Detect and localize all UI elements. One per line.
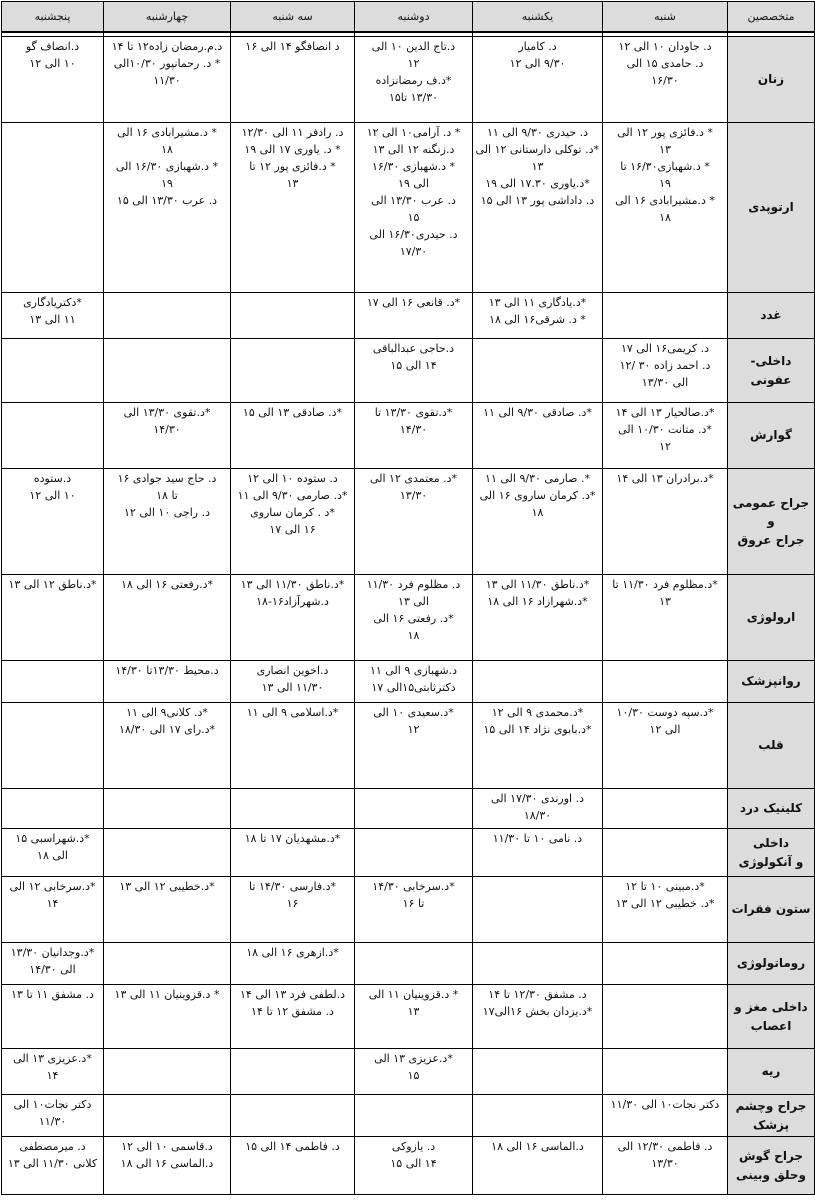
appointment-line: *د. معتمدی ۱۲ الی: [369, 472, 458, 485]
appointment-line: ۱۲: [407, 57, 420, 71]
schedule-body: [2, 32, 815, 1195]
appointment-line: *د.وجدانیان ۱۳/۳۰: [10, 946, 95, 959]
appointment-line: د.اخوین انصاری: [256, 664, 329, 677]
appointment-line: د. حامدی ۱۵ الی: [626, 57, 704, 71]
appointment-line: ۱۲: [407, 723, 420, 737]
appointment-line: ۱۳/۳۰: [651, 1157, 679, 1171]
specialty-name: داخلی- عفونی: [728, 339, 815, 403]
specialty-row: [2, 123, 815, 293]
specialty-row: [2, 339, 815, 403]
schedule-cell: [603, 661, 728, 703]
schedule-cell: [104, 403, 231, 469]
schedule-cell: [603, 829, 728, 877]
schedule-cell: [104, 1049, 231, 1095]
schedule-cell: [603, 293, 728, 339]
appointment-line: ۹/۳۰ الی ۱۲: [509, 57, 566, 71]
appointment-line: الی ۱۸: [37, 849, 68, 863]
appointment-line: د. میرمصطفی: [19, 1140, 86, 1153]
schedule-cell: [231, 943, 355, 985]
appointment-line: *د.عزیزی ۱۳ الی: [374, 1052, 453, 1065]
schedule-cell: [104, 1095, 231, 1137]
schedule-cell: [473, 1049, 603, 1095]
schedule-cell: [2, 403, 104, 469]
header-day: دوشنبه: [355, 2, 473, 33]
specialty-row: [2, 789, 815, 829]
specialty-row: [2, 1095, 815, 1137]
appointment-line: د. حیدری ۹/۳۰ الی ۱۱: [486, 126, 589, 139]
appointment-line: د. داداشی پور ۱۳ الی ۱۵: [480, 194, 595, 208]
schedule-cell: [603, 703, 728, 789]
appointment-line: *د. صارمی ۹/۳۰ الی ۱۱: [237, 489, 348, 503]
appointment-line: د. حاج سید جوادی ۱۶: [117, 472, 217, 485]
appointment-line: *د.یاوری ۱۷.۳۰ الی ۱۹: [485, 177, 590, 191]
appointment-line: * د.قزوینیان ۱۱ الی: [368, 988, 459, 1001]
appointment-line: د.ستوده: [33, 472, 72, 485]
schedule-cell: [2, 703, 104, 789]
appointment-line: د.محیط ۱۳/۳۰تا ۱۴/۳۰: [115, 664, 219, 677]
appointment-line: * د.مشیرابادی ۱۶ الی: [117, 126, 217, 139]
appointment-line: ۱۸: [659, 211, 671, 225]
appointment-line: د.الماسی ۱۶ الی ۱۸: [491, 1140, 584, 1153]
schedule-cell: [104, 1137, 231, 1195]
specialty-name: زنان: [728, 37, 815, 123]
appointment-line: *د.مبینی ۱۰ تا ۱۲: [625, 880, 705, 893]
appointment-line: *د . کرمان ساروی: [250, 506, 335, 520]
appointment-line: *د. صادقی ۱۳ الی ۱۵: [242, 406, 343, 419]
appointment-line: د.زنگنه ۱۲ الی ۱۳: [372, 143, 455, 157]
schedule-cell: [231, 293, 355, 339]
appointment-line: ۱۰ الی ۱۲: [29, 57, 76, 71]
schedule-cell: [473, 469, 603, 575]
schedule-cell: [473, 943, 603, 985]
schedule-cell: [104, 339, 231, 403]
appointment-line: *د.یزدان بخش ۱۶الی۱۷: [482, 1005, 593, 1019]
schedule-cell: [355, 661, 473, 703]
specialty-row: [2, 703, 815, 789]
appointment-line: د.م.رمضان زاده۱۲ تا ۱۴: [111, 40, 223, 53]
appointment-line: *د.ف رمضانزاده: [375, 74, 452, 88]
specialty-name: جراح عمومی و جراح عروق: [728, 469, 815, 575]
schedule-cell: [355, 339, 473, 403]
schedule-cell: [603, 789, 728, 829]
schedule-cell: [355, 1095, 473, 1137]
schedule-cell: [473, 575, 603, 661]
appointment-line: * د. رحمانپور ۱۰/۳۰الی: [113, 57, 221, 71]
specialty-name: داخلی و آنکولوژی: [728, 829, 815, 877]
schedule-cell: [473, 403, 603, 469]
appointment-line: ۱۴ الی ۱۵: [390, 1157, 437, 1171]
appointment-line: د. یازوکی: [391, 1140, 436, 1153]
schedule-cell: [2, 877, 104, 943]
appointment-line: *د.ناطق ۱۱/۳۰ الی ۱۳: [485, 578, 590, 591]
header-specialty: متخصصین: [728, 2, 815, 33]
header-row: [2, 2, 815, 33]
schedule-cell: [355, 829, 473, 877]
appointment-line: تا ۱۶: [402, 897, 425, 911]
schedule-cell: [473, 339, 603, 403]
schedule-cell: [104, 789, 231, 829]
appointment-line: * د.فائزی پور ۱۲ تا: [249, 160, 336, 174]
appointment-line: * د.شهبازی ۱۶/۳۰ الی: [115, 160, 219, 174]
appointment-line: ۱۳: [659, 595, 671, 609]
schedule-cell: [2, 37, 104, 123]
appointment-line: ۱۶: [286, 897, 299, 911]
schedule-cell: [355, 985, 473, 1049]
schedule-cell: [603, 1049, 728, 1095]
specialty-name: روماتولوژی: [728, 943, 815, 985]
appointment-line: د.شهرآزاد۱۶-۱۸: [256, 595, 329, 609]
appointment-line: * د.شهبازی۱۶/۳۰ تا: [620, 160, 710, 174]
appointment-line: د. مشفق ۱۲ تا ۱۴: [251, 1005, 334, 1019]
schedule-cell: [231, 789, 355, 829]
appointment-line: د. فاطمی ۱۴ الی ۱۵: [245, 1140, 340, 1153]
specialty-row: [2, 1049, 815, 1095]
schedule-cell: [2, 789, 104, 829]
appointment-line: *د. قانعی ۱۶ الی ۱۷: [366, 296, 461, 309]
specialty-name: گوارش: [728, 403, 815, 469]
schedule-cell: [473, 1095, 603, 1137]
appointment-line: *د.شهراسبی ۱۵: [15, 832, 90, 845]
schedule-cell: [104, 37, 231, 123]
schedule-cell: [104, 123, 231, 293]
schedule-cell: [2, 985, 104, 1049]
appointment-line: *د.شهرازاد ۱۶ الی ۱۸: [487, 595, 588, 609]
specialty-name: داخلی مغز و اعصاب: [728, 985, 815, 1049]
schedule-cell: [603, 985, 728, 1049]
appointment-line: *د. توکلی دارستانی ۱۲ الی: [475, 143, 599, 157]
specialty-row: [2, 37, 815, 123]
schedule-cell: [603, 123, 728, 293]
appointment-line: *دکتریادگاری: [23, 296, 82, 309]
schedule-cell: [231, 469, 355, 575]
appointment-line: *د. رفعتی ۱۶ الی: [373, 612, 454, 626]
appointment-line: د. کریمی۱۶ الی ۱۷: [620, 342, 710, 355]
schedule-table: [1, 1, 815, 1195]
appointment-line: *د.رای ۱۷ الی ۱۸/۳۰: [118, 723, 216, 737]
schedule-cell: [603, 575, 728, 661]
appointment-line: ۱۴/۳۰: [153, 423, 181, 437]
schedule-cell: [231, 1095, 355, 1137]
appointment-line: د. جاودان ۱۰ الی ۱۲: [618, 40, 712, 53]
appointment-line: ۱۹: [659, 177, 671, 191]
appointment-line: د. نامی ۱۰ تا ۱۱/۳۰: [492, 832, 583, 845]
schedule-cell: [603, 37, 728, 123]
schedule-cell: [473, 985, 603, 1049]
appointment-line: *د. کلانی۹ الی ۱۱: [126, 706, 208, 719]
appointment-line: دکترثابتی۱۵الی ۱۷: [371, 681, 456, 695]
schedule-cell: [355, 877, 473, 943]
appointment-line: ۱۳/۳۰: [399, 489, 428, 503]
schedule-cell: [2, 943, 104, 985]
appointment-line: د. اورندی ۱۷/۳۰ الی: [491, 792, 584, 805]
schedule-cell: [104, 877, 231, 943]
specialty-name: ریه: [728, 1049, 815, 1095]
appointment-line: *د.محمدی ۹ الی ۱۲: [491, 706, 584, 719]
appointment-line: د. مظلوم فرد ۱۱/۳۰: [366, 578, 461, 591]
appointment-line: د.لطفی فرد ۱۳ الی ۱۴: [240, 988, 345, 1001]
schedule-cell: [355, 575, 473, 661]
schedule-cell: [231, 661, 355, 703]
specialty-name: ارولوژی: [728, 575, 815, 661]
header-day: سه شنبه: [231, 2, 355, 33]
appointment-line: ۱۸: [531, 506, 544, 520]
schedule-cell: [473, 37, 603, 123]
appointment-line: *د.تقوی ۱۳/۳۰ الی: [123, 406, 211, 419]
schedule-cell: [473, 293, 603, 339]
appointment-line: * د. یاوری ۱۷ الی ۱۹: [244, 143, 341, 157]
schedule-cell: [2, 123, 104, 293]
appointment-line: ۱۸: [407, 629, 420, 643]
appointment-line: ۱۳/۳۰ تا۱۵: [388, 91, 439, 105]
appointment-line: د.تاج الدین ۱۰ الی: [371, 40, 456, 53]
specialty-row: [2, 469, 815, 575]
schedule-cell: [104, 829, 231, 877]
appointment-line: *د.مشهدیان ۱۷ تا ۱۸: [244, 832, 341, 845]
specialty-row: [2, 1137, 815, 1195]
appointment-line: *د.سپه دوست ۱۰/۳۰: [616, 706, 714, 719]
appointment-line: ۱۶ الی ۱۷: [269, 523, 316, 537]
appointment-line: دکتر نجات۱۰ الی ۱۱/۳۰: [610, 1098, 720, 1111]
schedule-cell: [104, 293, 231, 339]
appointment-line: * د.قزوینیان ۱۱ الی ۱۳: [114, 988, 220, 1001]
schedule-cell: [231, 877, 355, 943]
appointment-line: د. فاطمی ۱۲/۳۰ الی: [617, 1140, 713, 1153]
specialty-row: [2, 403, 815, 469]
header-day: چهارشنبه: [104, 2, 231, 33]
appointment-line: * د. آرامی۱۰ الی ۱۲: [366, 126, 461, 139]
schedule-cell: [603, 339, 728, 403]
schedule-cell: [231, 403, 355, 469]
appointment-line: د.الماسی ۱۶ الی ۱۸: [120, 1157, 214, 1171]
schedule-cell: [473, 877, 603, 943]
appointment-line: ۱۶/۳۰: [651, 74, 679, 88]
schedule-cell: [603, 1095, 728, 1137]
schedule-cell: [355, 37, 473, 123]
specialty-row: [2, 877, 815, 943]
schedule-cell: [2, 1049, 104, 1095]
appointment-line: *د.برادران ۱۳ الی ۱۴: [616, 472, 714, 485]
appointment-line: الی ۱۹: [398, 177, 429, 191]
schedule-cell: [104, 661, 231, 703]
schedule-cell: [355, 1137, 473, 1195]
appointment-line: ۱۴/۳۰: [399, 423, 428, 437]
appointment-line: *د.بابوی نژاد ۱۴ الی ۱۵: [483, 723, 592, 737]
appointment-line: الی ۱۴/۳۰: [29, 963, 76, 977]
appointment-line: ۱۳: [659, 143, 671, 157]
appointment-line: د. عرب ۱۳/۳۰ الی: [371, 194, 456, 208]
schedule-cell: [473, 661, 603, 703]
specialty-row: [2, 985, 815, 1049]
schedule-cell: [355, 293, 473, 339]
appointment-line: ۱۴: [46, 897, 59, 911]
appointment-line: ۱۴: [46, 1069, 59, 1083]
appointment-line: ۱۵: [407, 1069, 420, 1083]
schedule-cell: [473, 1137, 603, 1195]
appointment-line: *د.تقوی ۱۳/۳۰ تا: [374, 406, 453, 419]
schedule-cell: [355, 123, 473, 293]
schedule-cell: [231, 703, 355, 789]
appointment-line: د. احمد زاده ۳۰ /۱۲: [619, 359, 711, 373]
schedule-cell: [2, 293, 104, 339]
schedule-cell: [231, 339, 355, 403]
appointment-line: * د.مشیرابادی ۱۶ الی: [615, 194, 715, 208]
header-day: پنجشنبه: [2, 2, 104, 33]
specialty-row: [2, 943, 815, 985]
specialty-name: جراح وچشم پزشک: [728, 1095, 815, 1137]
appointment-line: الی ۱۲: [649, 723, 681, 737]
appointment-line: د. مشفق ۱۱ تا ۱۳: [11, 988, 94, 1001]
schedule-cell: [231, 575, 355, 661]
schedule-cell: [603, 877, 728, 943]
appointment-line: *د.رفعتی ۱۶ الی ۱۸: [121, 578, 213, 591]
schedule-cell: [104, 943, 231, 985]
appointment-line: د.قاسمی ۱۰ الی ۱۲: [121, 1140, 213, 1153]
schedule-cell: [473, 789, 603, 829]
schedule-cell: [104, 469, 231, 575]
specialty-name: ستون فقرات: [728, 877, 815, 943]
specialty-row: [2, 575, 815, 661]
appointment-line: *د. کرمان ساروی ۱۶ الی: [479, 489, 596, 503]
specialty-name: کلینیک درد: [728, 789, 815, 829]
appointment-line: *د.یادگاری ۱۱ الی ۱۳: [488, 296, 587, 309]
appointment-line: *د. خطیبی ۱۲ الی ۱۳: [615, 897, 715, 911]
specialty-row: [2, 661, 815, 703]
appointment-line: *د.فارسی ۱۴/۳۰ تا: [249, 880, 336, 893]
appointment-line: ۱۴ الی ۱۵: [390, 359, 437, 373]
appointment-line: *. صارمی ۹/۳۰ الی ۱۱: [485, 472, 590, 485]
appointment-line: د. کامیار: [518, 40, 557, 53]
appointment-line: کلانی ۱۱/۳۰ الی ۱۳: [7, 1157, 98, 1171]
appointment-line: *د.ناطق ۱۱/۳۰ الی ۱۳: [240, 578, 345, 591]
schedule-cell: [231, 1137, 355, 1195]
header-day: یکشنبه: [473, 2, 603, 33]
appointment-line: * د.فائزی پور ۱۲ الی: [617, 126, 713, 139]
appointment-line: تا ۱۸: [156, 489, 178, 503]
appointment-line: ۱۸/۳۰: [523, 809, 552, 823]
appointment-line: ۱۲: [659, 440, 671, 454]
schedule-cell: [2, 1137, 104, 1195]
appointment-line: ۱۱/۳۰: [38, 1115, 67, 1129]
schedule-cell: [355, 469, 473, 575]
appointment-line: ۱۵: [407, 211, 420, 225]
appointment-line: دکتر نجات۱۰ الی: [13, 1098, 92, 1111]
schedule-cell: [104, 703, 231, 789]
specialty-name: قلب: [728, 703, 815, 789]
schedule-cell: [231, 985, 355, 1049]
appointment-line: *د.سعیدی ۱۰ الی: [373, 706, 454, 719]
schedule-cell: [231, 123, 355, 293]
appointment-line: ۱۱/۳۰: [153, 74, 181, 88]
header-day: شنبه: [603, 2, 728, 33]
appointment-line: د. عرب ۱۳/۳۰ الی ۱۵: [116, 194, 218, 208]
schedule-cell: [2, 339, 104, 403]
specialty-name: جراح گوش وحلق وبینی: [728, 1137, 815, 1195]
appointment-line: ۱۳: [531, 160, 544, 174]
specialty-row: [2, 293, 815, 339]
schedule-cell: [231, 829, 355, 877]
appointment-line: *د.عزیزی ۱۳ الی: [13, 1052, 92, 1065]
specialty-row: [2, 829, 815, 877]
appointment-line: ۱۱/۳۰ الی ۱۳: [261, 681, 324, 695]
schedule-cell: [603, 469, 728, 575]
appointment-line: ۱۰ الی ۱۲: [29, 489, 76, 503]
appointment-line: * د.شهبازی ۱۶/۳۰: [371, 160, 456, 174]
appointment-line: د.انصاف گو: [25, 40, 80, 53]
specialty-name: روانپزشک: [728, 661, 815, 703]
appointment-line: * د. شرقی۱۶ الی ۱۸: [489, 313, 586, 327]
appointment-line: الی ۱۳/۳۰: [641, 376, 689, 390]
schedule-cell: [104, 985, 231, 1049]
appointment-line: *د. صادقی ۹/۳۰ الی ۱۱: [483, 406, 592, 419]
schedule-cell: [2, 575, 104, 661]
schedule-cell: [355, 943, 473, 985]
schedule-cell: [473, 829, 603, 877]
schedule-cell: [473, 703, 603, 789]
appointment-line: د. مشفق ۱۲/۳۰ تا ۱۴: [488, 988, 587, 1001]
schedule-cell: [104, 575, 231, 661]
appointment-line: د انصافگو ۱۴ الی ۱۶: [245, 40, 340, 53]
schedule-cell: [355, 1049, 473, 1095]
schedule-cell: [603, 943, 728, 985]
appointment-line: *د.سرخابی ۱۴/۳۰: [372, 880, 455, 893]
specialty-name: غدد: [728, 293, 815, 339]
appointment-line: ۱۷/۳۰: [399, 245, 428, 259]
appointment-line: الی ۱۳: [398, 595, 429, 609]
appointment-line: *د. متانت ۱۰/۳۰ الی: [618, 423, 712, 437]
appointment-line: د. حیدری۱۶/۳۰ الی: [369, 228, 458, 242]
appointment-line: ۱۳: [407, 1005, 420, 1019]
appointment-line: *د.ازهری ۱۶ الی ۱۸: [246, 946, 339, 959]
appointment-line: *د.خطیبی ۱۲ الی ۱۳: [119, 880, 215, 893]
schedule-cell: [2, 469, 104, 575]
schedule-cell: [2, 829, 104, 877]
appointment-line: د.شهبازی ۹ الی ۱۱: [369, 664, 458, 677]
appointment-line: *د.مظلوم فرد ۱۱/۳۰ تا: [612, 578, 718, 591]
appointment-line: *د.صالحیار ۱۳ الی ۱۴: [615, 406, 715, 419]
schedule-cell: [231, 37, 355, 123]
appointment-line: ۱۳: [286, 177, 299, 191]
specialty-name: ارتوپدی: [728, 123, 815, 293]
appointment-line: د. ستوده ۱۰ الی ۱۲: [247, 472, 338, 485]
schedule-cell: [355, 403, 473, 469]
schedule-cell: [2, 661, 104, 703]
schedule-cell: [2, 1095, 104, 1137]
schedule-cell: [231, 1049, 355, 1095]
schedule-cell: [603, 1137, 728, 1195]
appointment-line: ۱۸: [161, 143, 173, 157]
appointment-line: د.حاجی عبدالباقی: [372, 342, 455, 355]
appointment-line: ۱۱ الی ۱۳: [29, 313, 76, 327]
schedule-cell: [603, 403, 728, 469]
schedule-cell: [355, 789, 473, 829]
appointment-line: ۱۹: [161, 177, 173, 191]
schedule-cell: [473, 123, 603, 293]
appointment-line: د. رادفر ۱۱ الی ۱۲/۳۰: [241, 126, 344, 139]
appointment-line: *د.اسلامی ۹ الی ۱۱: [246, 706, 339, 719]
schedule-cell: [355, 703, 473, 789]
appointment-line: *د.سرخابی ۱۲ الی: [9, 880, 96, 893]
appointment-line: د. راجی ۱۰ الی ۱۲: [124, 506, 210, 520]
appointment-line: *د.ناطق ۱۲ الی ۱۳: [8, 578, 97, 591]
